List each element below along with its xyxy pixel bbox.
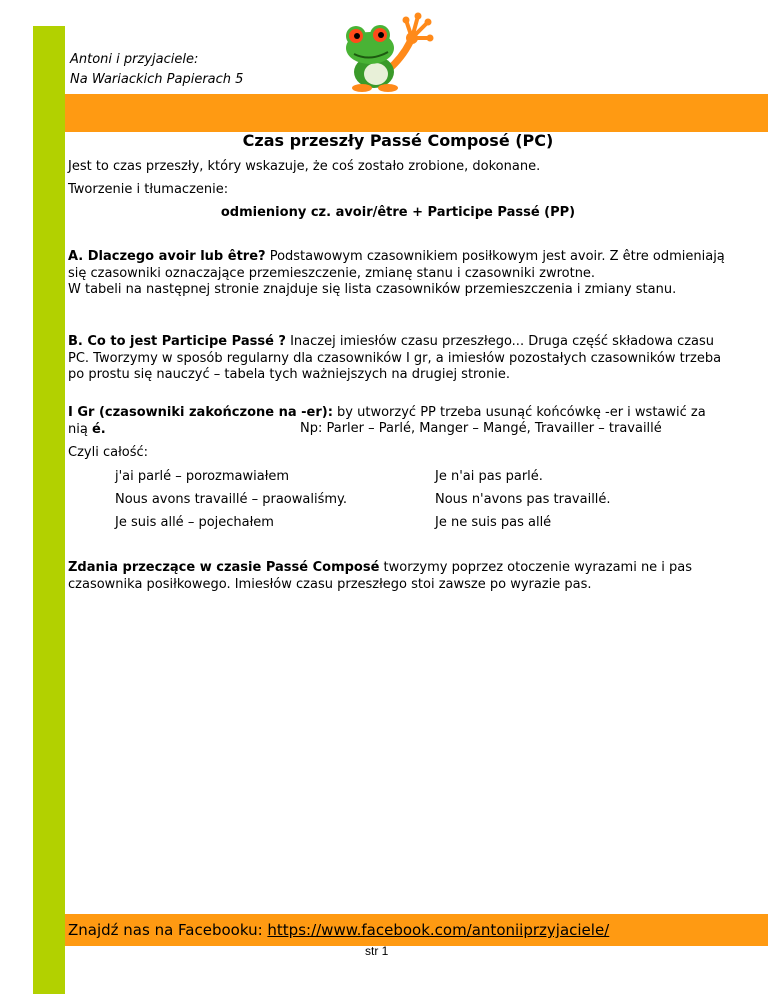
section-a-text-2: W tabeli na następnej stronie znajduje się lista czasowników przemieszczenia i zmiany stanu. bbox=[68, 282, 677, 297]
section-b-heading: B. Co to jest Participe Passé ? bbox=[68, 334, 286, 349]
first-group-accent: é. bbox=[91, 421, 106, 437]
facebook-link[interactable]: https://www.facebook.com/antoniiprzyjaciele/ bbox=[267, 921, 610, 939]
example-right-1: Je n'ai pas parlé. bbox=[435, 469, 543, 484]
orange-header-band bbox=[65, 94, 768, 132]
header-line-1: Antoni i przyjaciele: bbox=[70, 52, 199, 67]
section-a-text: Podstawowym czasownikiem posiłkowym jest avoir. Z être odmieniają się czasowniki oznaczające przemieszczenie, zmianę stanu i czasowniki zwrotne. bbox=[68, 249, 725, 281]
section-a bbox=[68, 249, 728, 299]
example-left-2: Nous avons travaillé – praowaliśmy. bbox=[115, 492, 347, 507]
negation-text: tworzymy poprzez otoczenie wyrazami ne i pas czasownika posiłkowego. Imiesłów czasu przeszłego stoi zawsze po wyrazie pas. bbox=[68, 560, 693, 592]
frog-icon bbox=[330, 8, 442, 96]
formation-label: Tworzenie i tłumaczenie: bbox=[68, 182, 229, 197]
header-line-2: Na Wariackich Papierach 5 bbox=[70, 72, 244, 87]
footer-label: Znajdź nas na Facebooku: bbox=[68, 921, 268, 939]
formula: odmieniony cz. avoir/être + Participe Passé (PP) bbox=[220, 205, 576, 220]
footer bbox=[68, 921, 609, 939]
section-a-heading: A. Dlaczego avoir lub être? bbox=[68, 249, 266, 264]
example-left-1: j'ai parlé – porozmawiałem bbox=[115, 469, 290, 484]
example-left-3: Je suis allé – pojechałem bbox=[115, 515, 274, 530]
summary-label: Czyli całość: bbox=[68, 445, 149, 460]
green-side-bar bbox=[33, 26, 65, 994]
section-b bbox=[68, 334, 728, 384]
example-right-3: Je ne suis pas allé bbox=[435, 515, 552, 530]
negation-paragraph bbox=[68, 560, 728, 593]
first-group-heading: I Gr (czasowniki zakończone na -er): bbox=[68, 405, 333, 420]
page-title: Czas przeszły Passé Composé (PC) bbox=[242, 131, 554, 150]
page-number: str 1 bbox=[365, 944, 389, 958]
section-b-text: Inaczej imiesłów czasu przeszłego... Druga część składowa czasu PC. Tworzymy w sposób regularny dla czasowników I gr, a imiesłów pozostałych czasowników trzeba po prostu się nauczyć – tabela tych ważniejszych na drugiej stronie. bbox=[68, 334, 722, 382]
first-group-example: Np: Parler – Parlé, Manger – Mangé, Travailler – travaillé bbox=[300, 421, 662, 436]
negation-heading: Zdania przeczące w czasie Passé Composé bbox=[68, 560, 380, 575]
first-group-text: by utworzyć PP trzeba usunąć końcówkę -er i wstawić za nią bbox=[68, 405, 706, 437]
intro-text: Jest to czas przeszły, który wskazuje, że coś zostało zrobione, dokonane. bbox=[68, 159, 541, 174]
example-right-2: Nous n'avons pas travaillé. bbox=[435, 492, 611, 507]
